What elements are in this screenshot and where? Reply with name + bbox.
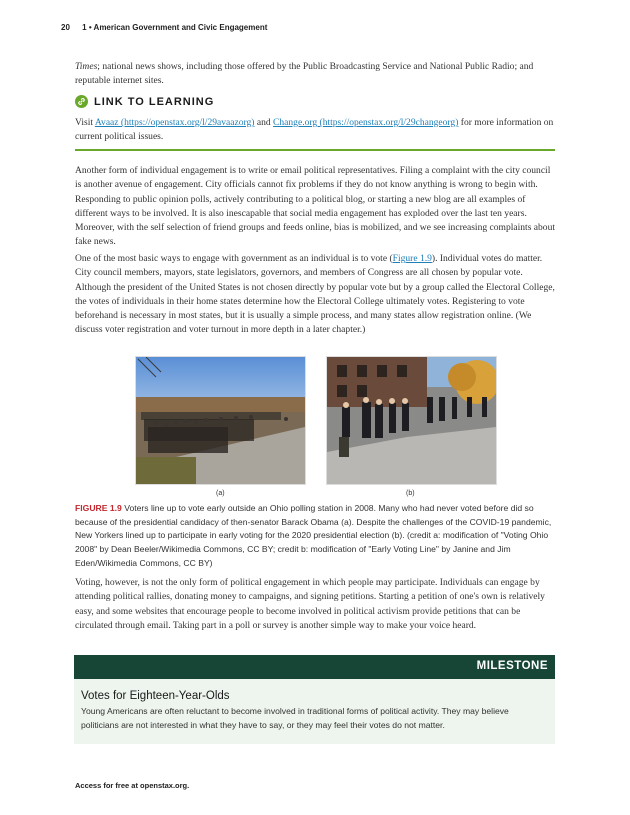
ltl-text-middle: and bbox=[254, 117, 274, 128]
paragraph-voting bbox=[75, 252, 555, 338]
paragraph-1-text: Another form of individual engagement is to write or email political representatives. Filing a complaint with the city council is another avenue of engagement. City officials cannot fix problems if they do not know anything is wrong to begin with. Responding to public opinion polls, actively contributing to a political blog, or starting a new blog are all examples of different ways to be involved. It is also inescapable that social media engagement has exploded over the last ten years. Moreover, with the self selection of friend groups and feeds online, bias is mobilized, and we see increasing complaints about fake news. bbox=[75, 165, 556, 248]
ltl-text-after: for more information on current political issues. bbox=[75, 117, 554, 143]
figure-caption-label: FIGURE 1.9 bbox=[75, 503, 122, 513]
milestone-text: Young Americans are often reluctant to become involved in traditional forms of political activity. They may believe politicians are not interested in what they have to say, or they may feel their votes do not matter. bbox=[81, 706, 509, 730]
figure-caption-text: Voters line up to vote early outside an Ohio polling station in 2008. Many who had never voted before did so because of the presidential candidacy of then-senator Barack Obama (a). Despite the challenges of the COVID-19 pandemic, New Yorkers lined up to participate in early voting for the 2020 presidential election (b). (credit a: modification of "Voting Ohio 2008" by Dean Beeler/Wikimedia Commons, CC BY; credit b: modification of "Early Voting Line" by Janine and Jim Eden/Wikimedia Commons, CC BY) bbox=[75, 503, 552, 568]
milestone-banner-label: MILESTONE bbox=[476, 660, 548, 672]
link-to-learning-text bbox=[75, 116, 555, 145]
milestone-title: Votes for Eighteen-Year-Olds bbox=[81, 690, 230, 702]
ltl-text-before: Visit bbox=[75, 117, 95, 128]
figure-label-b: (b) bbox=[406, 490, 415, 497]
intro-italic: Times bbox=[75, 61, 98, 72]
photo-ohio-voters bbox=[135, 356, 306, 485]
paragraph-engagement bbox=[75, 164, 555, 250]
running-header bbox=[61, 23, 267, 32]
change-org-link[interactable]: Change.org (https://openstax.org/l/29changeorg) bbox=[273, 117, 459, 128]
link-to-learning-title: LINK TO LEARNING bbox=[94, 95, 215, 108]
milestone-banner bbox=[74, 655, 555, 679]
figure-caption bbox=[75, 502, 555, 571]
footer: Access for free at openstax.org. bbox=[75, 781, 190, 790]
intro-rest: ; national news shows, including those offered by the Public Broadcasting Service and National Public Radio; and reputable internet sites. bbox=[75, 61, 534, 87]
avaaz-link[interactable]: Avaaz (https://openstax.org/l/29avaazorg) bbox=[94, 117, 255, 128]
figure-1-9-link[interactable]: Figure 1.9 bbox=[392, 253, 432, 264]
running-head-title: 1 • American Government and Civic Engagement bbox=[82, 23, 268, 32]
paragraph-3-text: Voting, however, is not the only form of political engagement in which people may participate. Individuals can engage by attending political rallies, donating money to campaigns, and signing petitions. Starting a petition of one's own is relatively easy, and some websites that encourage people to become involved in political activism provide petitions that can be circulated through email. Taking part in a poll or survey is another simple way to make your voice heard. bbox=[75, 577, 545, 631]
paragraph-political-engagement bbox=[75, 576, 555, 633]
section-divider bbox=[75, 149, 555, 151]
link-icon bbox=[75, 95, 88, 108]
link-to-learning-heading bbox=[75, 95, 214, 108]
figure-label-a: (a) bbox=[216, 490, 225, 497]
paragraph-2-after: ). Individual votes do matter. City council members, mayors, state legislators, governors, and members of Congress are all chosen by popular vote. Although the president of the United States is not chosen directly by popular vote but by a group called the Electoral College, the votes of individuals in their home states determine how the Electoral College ultimately votes. Registering to vote beforehand is necessary in most states, but it is usually a simple process, and many states allow registration online. (We discuss voter registration and voter turnout in more depth in a later chapter.) bbox=[75, 253, 555, 336]
photo-new-york-voters bbox=[326, 356, 497, 485]
paragraph-2-before: One of the most basic ways to engage with government as an individual is to vote ( bbox=[75, 253, 393, 264]
intro-paragraph bbox=[75, 60, 555, 89]
page-number: 20 bbox=[61, 23, 70, 32]
